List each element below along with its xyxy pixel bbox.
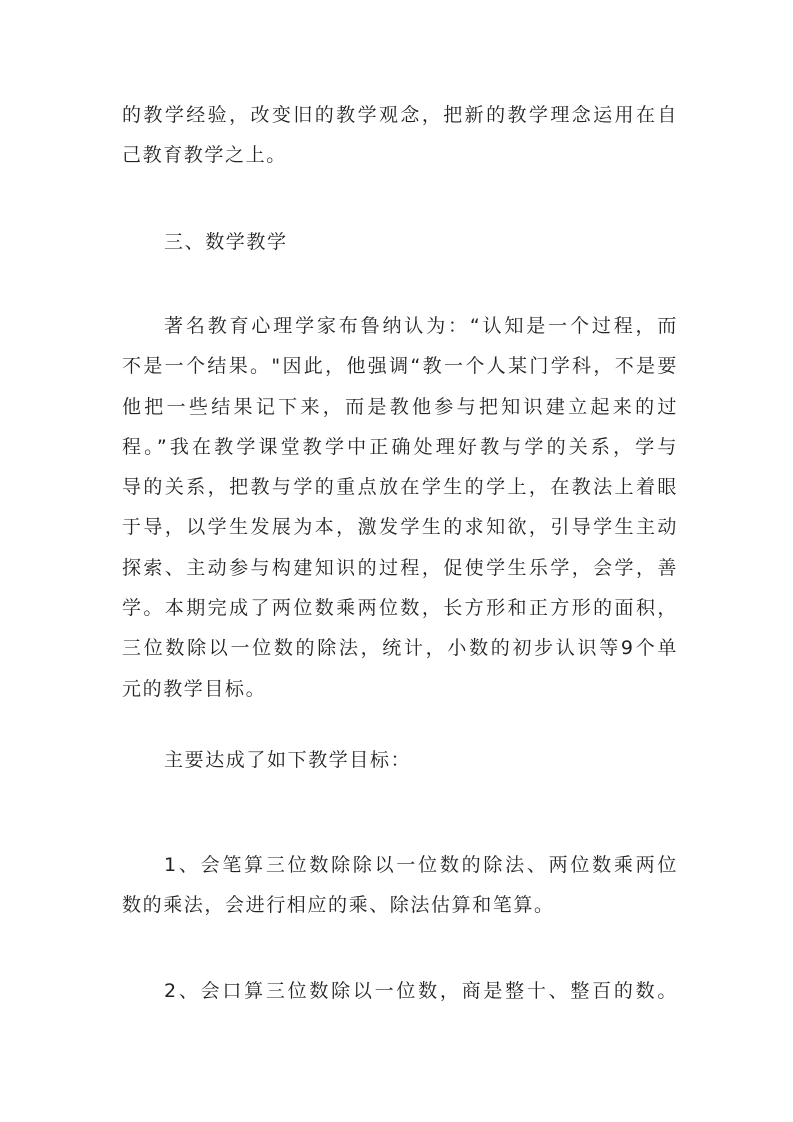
text-line: 主要达成了如下教学目标： bbox=[164, 749, 412, 771]
paragraph-main bbox=[122, 306, 678, 709]
text-line: 导的关系，把教与学的重点放在学生的学上，在教法上着眼 bbox=[122, 476, 678, 499]
text-line: 的教学经验，改变旧的教学观念，把新的教学理念运用在自 bbox=[122, 104, 678, 126]
text-line: 于导，以学生发展为本，激发学生的求知欲，引导学生主动 bbox=[122, 516, 678, 539]
text-line: 他把一些结果记下来，而是教他参与把知识建立起来的过 bbox=[122, 395, 678, 418]
paragraph-continuation bbox=[122, 95, 678, 176]
heading-text: 三、数学教学 bbox=[164, 231, 288, 253]
text-line: 1、会笔算三位数除除以一位数的除法、两位数乘两位 bbox=[164, 854, 678, 876]
text-line: 探索、主动参与构建知识的过程，促使学生乐学，会学，善 bbox=[122, 556, 678, 579]
goals-intro bbox=[122, 740, 678, 780]
text-line: 数的乘法，会进行相应的乘、除法估算和笔算。 bbox=[122, 894, 555, 917]
section-heading bbox=[122, 222, 678, 262]
text-line: 程。”我在教学课堂教学中正确处理好教与学的关系，学与 bbox=[122, 435, 678, 458]
text-line: 学。本期完成了两位数乘两位数，长方形和正方形的面积， bbox=[122, 597, 678, 620]
text-line: 2、会口算三位数除以一位数，商是整十、整百的数。 bbox=[164, 980, 678, 1002]
text-line: 己教育教学之上。 bbox=[122, 144, 287, 167]
goal-item-2 bbox=[122, 971, 678, 1011]
text-line: 不是一个结果。"因此，他强调“教一个人某门学科，不是要 bbox=[122, 355, 678, 378]
text-line: 元的教学目标。 bbox=[122, 677, 267, 700]
text-line: 著名教育心理学家布鲁纳认为：“认知是一个过程，而 bbox=[164, 315, 678, 337]
text-line: 三位数除以一位数的除法，统计，小数的初步认识等9个单 bbox=[122, 637, 678, 660]
goal-item-1 bbox=[122, 845, 678, 926]
